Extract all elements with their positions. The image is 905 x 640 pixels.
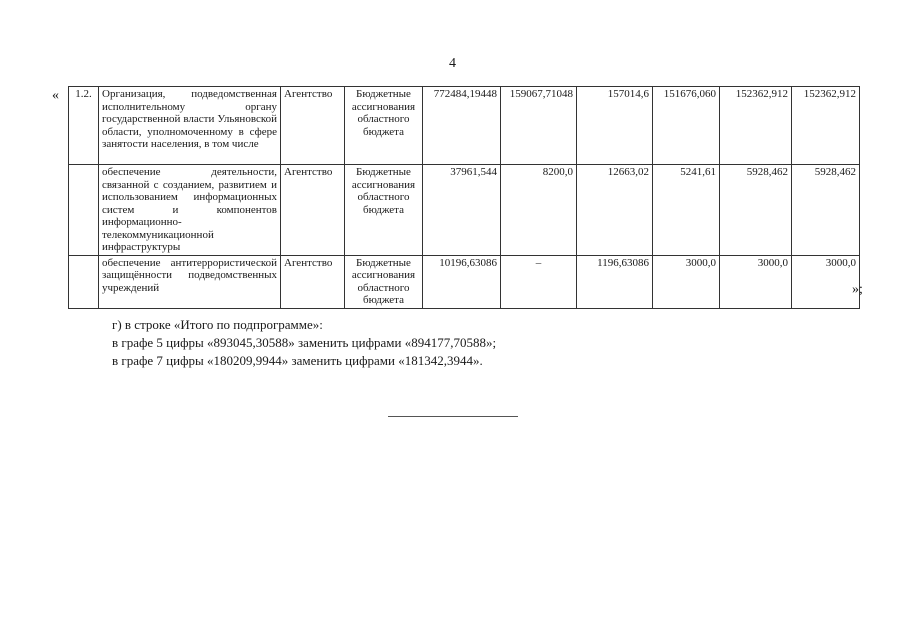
budget-table [68,86,860,309]
page-number: 4 [449,56,456,71]
executor: Агентство [281,87,345,165]
value-year-3: 5241,61 [653,165,720,256]
value-year-2: 157014,6 [577,87,653,165]
executor: Агентство [281,255,345,308]
amendment-column-5: в графе 5 цифры «893045,30588» заменить цифрами «894177,70588»; [112,335,497,350]
value-year-1: 159067,71048 [501,87,577,165]
row-number [69,255,99,308]
row-number: 1.2. [69,87,99,165]
value-year-2: 1196,63086 [577,255,653,308]
value-total: 772484,19448 [423,87,501,165]
row-number [69,165,99,256]
funding-source: Бюджетные ассигнования областного бюджета [345,87,423,165]
event-name: обеспечение антитеррористической защищённости подведомственных учреждений [99,255,281,308]
table-row [69,255,860,308]
event-name: обеспечение деятельности, связанной с созданием, развитием и использованием информационных систем и компонентов информационно-телекоммуникационной инфраструктуры [99,165,281,256]
value-year-5: 3000,0 [792,255,860,308]
value-total: 10196,63086 [423,255,501,308]
value-year-4: 5928,462 [720,165,792,256]
value-year-3: 3000,0 [653,255,720,308]
amendment-heading: г) в строке «Итого по подпрограмме»: [112,317,323,332]
open-quote: « [52,88,59,103]
value-year-3: 151676,060 [653,87,720,165]
value-year-1: – [501,255,577,308]
value-total: 37961,544 [423,165,501,256]
close-quote: »; [852,282,863,297]
value-year-4: 3000,0 [720,255,792,308]
executor: Агентство [281,165,345,256]
value-year-2: 12663,02 [577,165,653,256]
funding-source: Бюджетные ассигнования областного бюджета [345,165,423,256]
value-year-5: 152362,912 [792,87,860,165]
funding-source: Бюджетные ассигнования областного бюджета [345,255,423,308]
table-row [69,87,860,165]
event-name: Организация, подведомственная исполнительному органу государственной власти Ульяновской области, уполномоченному в сфере занятости населения, в том числе [99,87,281,165]
value-year-1: 8200,0 [501,165,577,256]
value-year-5: 5928,462 [792,165,860,256]
value-year-4: 152362,912 [720,87,792,165]
amendment-column-7: в графе 7 цифры «180209,9944» заменить цифрами «181342,3944». [112,353,483,368]
table-row [69,165,860,256]
separator-line [388,416,518,417]
amendment-text [112,316,496,370]
